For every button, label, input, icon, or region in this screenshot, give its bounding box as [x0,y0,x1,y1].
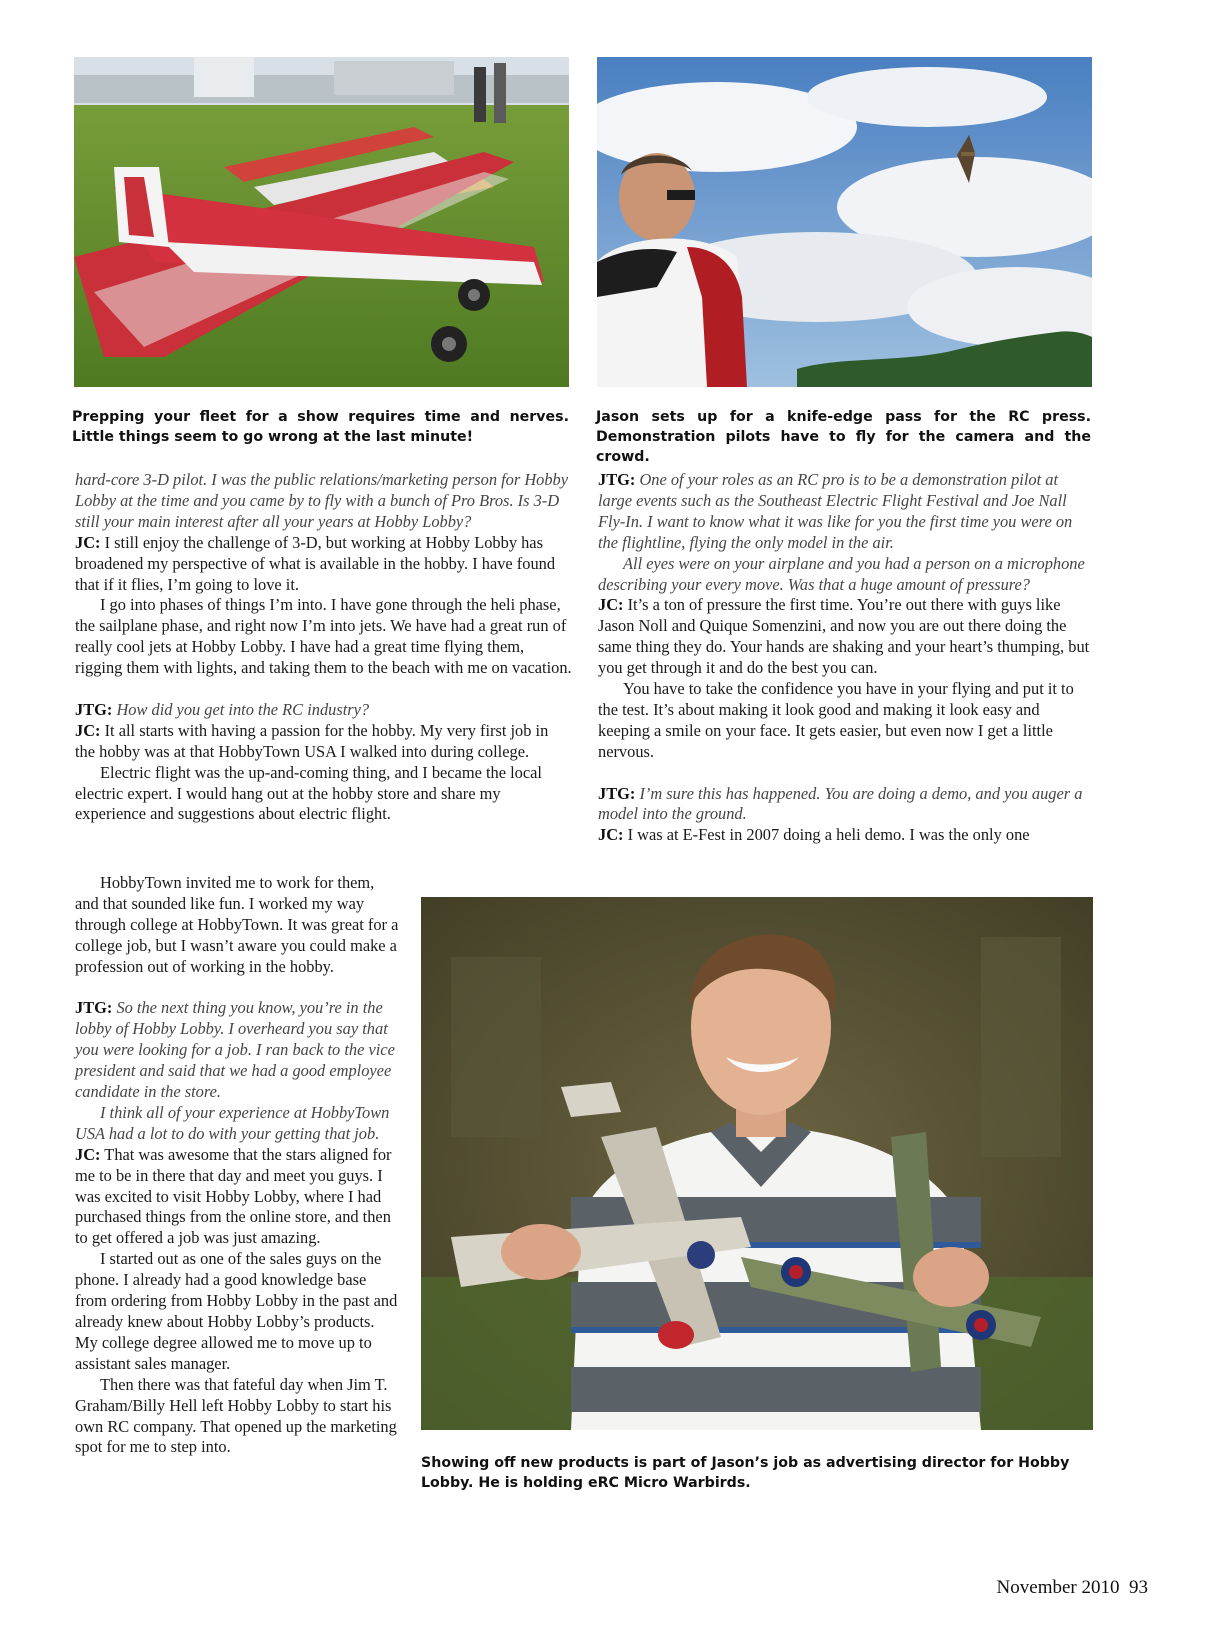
page-footer [997,1577,1148,1599]
interview-question-continued: I think all of your experience at HobbyTown USA had a lot to do with your getting that job. [75,1102,390,1143]
speaker-label: JC: [598,595,624,615]
left-column [75,470,572,825]
pilot-photo [597,57,1092,387]
answer-paragraph: Then there was that fateful day when Jim T. Graham/Billy Hell left Hobby Lobby to start his own RC company. That opened up the marketing spot for me to step into. [75,1374,397,1457]
answer-paragraph: JC: It’s a ton of pressure the first time. You’re out there with guys like Jason Noll and Quique Somenzini, and now you are out there doing the same thing they do. Your hands are shaking and your heart’s thumping, but you get through it and do the best you can. [598,595,1090,678]
pilot-photo-caption: Jason sets up for a knife-edge pass for the RC press. Demonstration pilots have to fly for the camera and the crowd. [596,409,1091,465]
speaker-label: JTG: [598,470,636,489]
narrow-column [75,873,400,1458]
answer-paragraph: JC: I still enjoy the challenge of 3-D, but working at Hobby Lobby has broadened my perspective of what is available in the hobby. I have found that if it flies, I’m going to love it. [75,532,556,594]
speaker-label: JC: [598,825,624,845]
speaker-label: JC: [75,720,101,740]
answer-paragraph: You have to take the confidence you have in your flying and put it to the test. It’s about making it look good and making it look easy and keeping a smile on your face. It gets easier, but even now I get a little nervous. [598,679,1074,761]
speaker-label: JTG: [598,783,636,803]
answer-paragraph: JC: I was at E-Fest in 2007 doing a heli demo. I was the only one [598,825,1030,845]
interview-question: JTG: I’m sure this has happened. You are doing a demo, and you auger a model into the ground. [598,783,1083,824]
speaker-label: JTG: [75,699,113,719]
warbirds-photo-caption: Showing off new products is part of Jason’s job as advertising director for Hobby Lobby. He is holding eRC Micro Warbirds. [421,1455,1070,1491]
pilot-flying-knife-edge-photo [597,57,1092,387]
issue-date: November 2010 [996,1577,1120,1598]
speaker-label: JC: [75,1144,101,1164]
answer-paragraph: I started out as one of the sales guys on the phone. I already had a good knowledge base from ordering from Hobby Lobby in the past and already knew about Hobby Lobby’s products. My college degree allowed me to move up to assistant sales manager. [75,1249,398,1373]
answer-paragraph: JC: That was awesome that the stars aligned for me to be in there that day and meet you guys. I was excited to visit Hobby Lobby, where I had purchased things from the online store, and then to get offered a job was just amazing. [75,1144,392,1248]
speaker-label: JC: [75,532,101,552]
answer-paragraph: I go into phases of things I’m into. I have gone through the heli phase, the sailplane phase, and right now I’m into jets. We have had a great run of really cool jets at Hobby Lobby. I have had a great time flying them, rigging them with lights, and taking them to the beach with me on vacation. [75,595,572,678]
fleet-photo-caption: Prepping your fleet for a show requires time and nerves. Little things seem to go wrong at the last minute! [72,409,569,445]
man-holding-micro-warbirds-photo [421,897,1093,1430]
fleet-photo [74,57,569,387]
model-airplanes-on-grass-photo [74,57,569,387]
interview-question: JTG: One of your roles as an RC pro is to be a demonstration pilot at large events such as the Southeast Electric Flight Festival and Joe Nall Fly-In. I want to know what it was like for you the first time you were on the flightline, flying the only model in the air. [598,470,1073,552]
interview-question-continued: All eyes were on your airplane and you had a person on a microphone describing your every move. Was that a huge amount of pressure? [598,553,1085,594]
interview-question: JTG: How did you get into the RC industry? [75,699,370,719]
answer-paragraph: Electric flight was the up-and-coming thing, and I became the local electric expert. I would hang out at the hobby store and share my experience and suggestions about electric flight. [75,762,542,824]
answer-paragraph: JC: It all starts with having a passion for the hobby. My very first job in the hobby was at that HobbyTown USA I walked into during college. [75,720,549,761]
speaker-label: JTG: [75,998,113,1018]
page-number: 93 [1129,1577,1148,1598]
interview-question: JTG: So the next thing you know, you’re in the lobby of Hobby Lobby. I overheard you say that you were looking for a job. I ran back to the vice president and said that we had a good employee candidate in the store. [75,998,395,1102]
interview-question-continued: hard-core 3-D pilot. I was the public relations/marketing person for Hobby Lobby at the time and you came by to fly with a bunch of Pro Bros. Is 3-D still your main interest after all your years at Hobby Lobby? [75,470,569,531]
right-column [598,470,1094,846]
warbirds-photo [421,897,1093,1430]
answer-paragraph: HobbyTown invited me to work for them, and that sounded like fun. I worked my way through college at HobbyTown. It was great for a college job, but I wasn’t aware you could make a profession out of working in the hobby. [75,873,399,976]
